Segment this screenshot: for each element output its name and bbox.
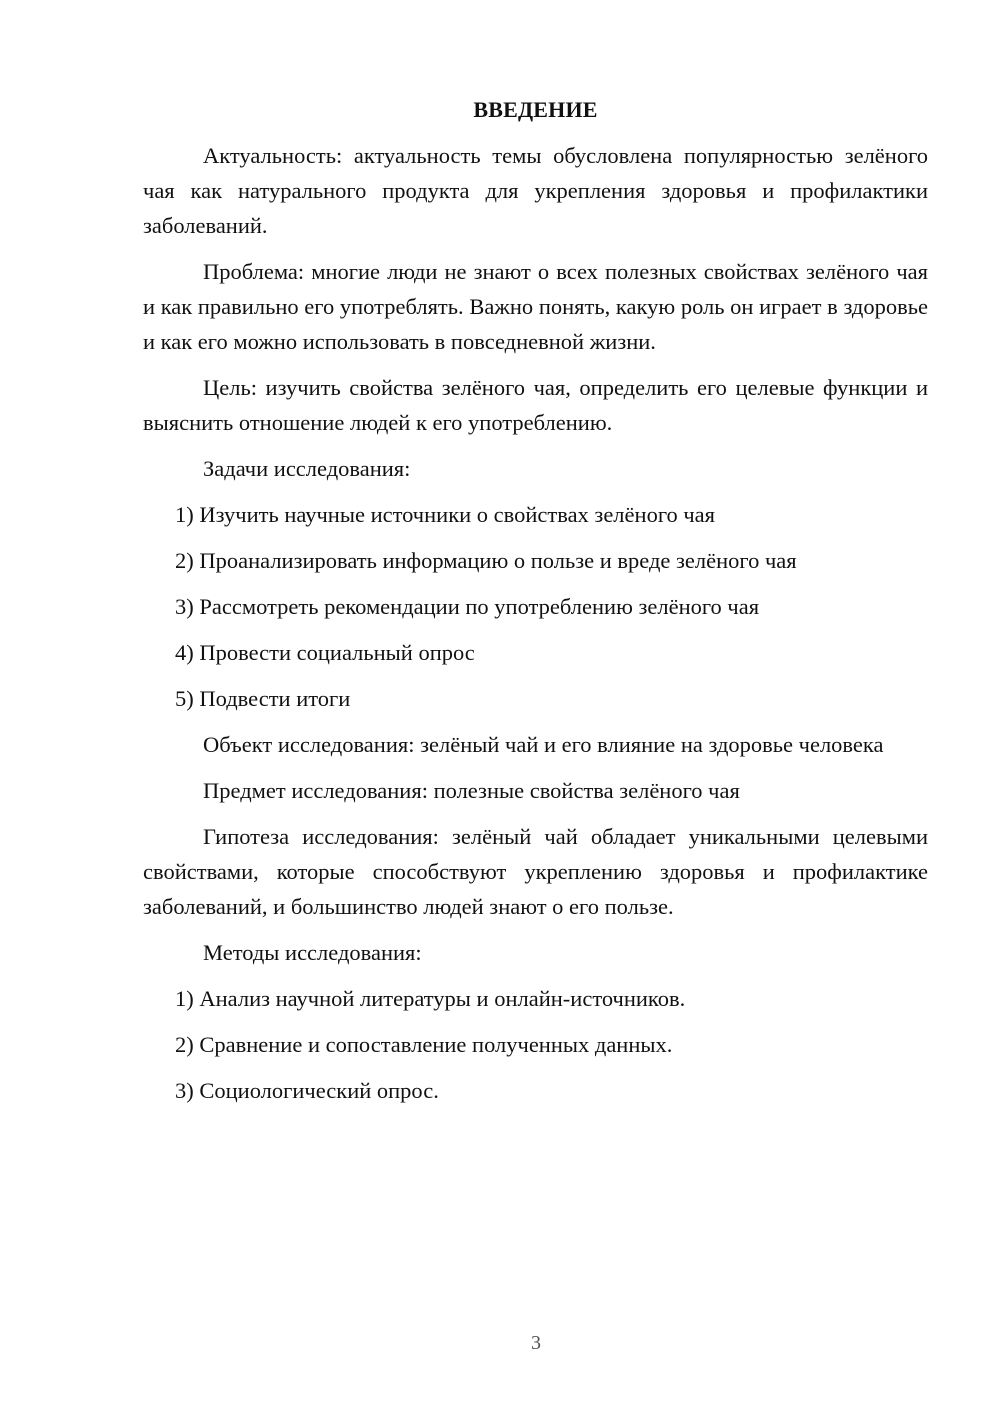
list-item: 2) Сравнение и сопоставление полученных данных. bbox=[175, 1032, 673, 1057]
hypothesis-paragraph: Гипотеза исследования: зелёный чай обладает уникальными целевыми свойствами, которые способствуют укреплению здоровья и профилактике заболеваний, и большинство людей знают о его пользе. bbox=[143, 824, 928, 919]
subject-paragraph: Предмет исследования: полезные свойства зелёного чая bbox=[203, 778, 740, 803]
list-item: 1) Изучить научные источники о свойствах зелёного чая bbox=[175, 502, 716, 527]
tasks-heading: Задачи исследования: bbox=[203, 456, 411, 481]
section-title: ВВЕДЕНИЕ bbox=[473, 97, 598, 122]
relevance-paragraph: Актуальность: актуальность темы обусловлена популярностью зелёного чая как натурального продукта для укрепления здоровья и профилактики заболеваний. bbox=[143, 143, 928, 238]
list-item: 1) Анализ научной литературы и онлайн-источников. bbox=[175, 986, 686, 1011]
methods-heading: Методы исследования: bbox=[203, 940, 422, 965]
object-paragraph: Объект исследования: зелёный чай и его влияние на здоровье человека bbox=[203, 732, 884, 757]
list-item: 2) Проанализировать информацию о пользе и вреде зелёного чая bbox=[175, 548, 797, 573]
list-item: 3) Социологический опрос. bbox=[175, 1078, 439, 1103]
goal-paragraph: Цель: изучить свойства зелёного чая, определить его целевые функции и выяснить отношение людей к его употреблению. bbox=[143, 375, 928, 435]
methods-list bbox=[143, 981, 928, 1108]
list-item: 5) Подвести итоги bbox=[175, 686, 351, 711]
list-item: 4) Провести социальный опрос bbox=[175, 640, 475, 665]
page-number: 3 bbox=[531, 1332, 541, 1354]
problem-paragraph: Проблема: многие люди не знают о всех полезных свойствах зелёного чая и как правильно его употреблять. Важно понять, какую роль он играет в здоровье и как его можно использовать в повседневной жизни. bbox=[143, 259, 928, 354]
tasks-list bbox=[143, 497, 928, 716]
page-content bbox=[143, 92, 928, 1119]
list-item: 3) Рассмотреть рекомендации по употреблению зелёного чая bbox=[175, 594, 760, 619]
